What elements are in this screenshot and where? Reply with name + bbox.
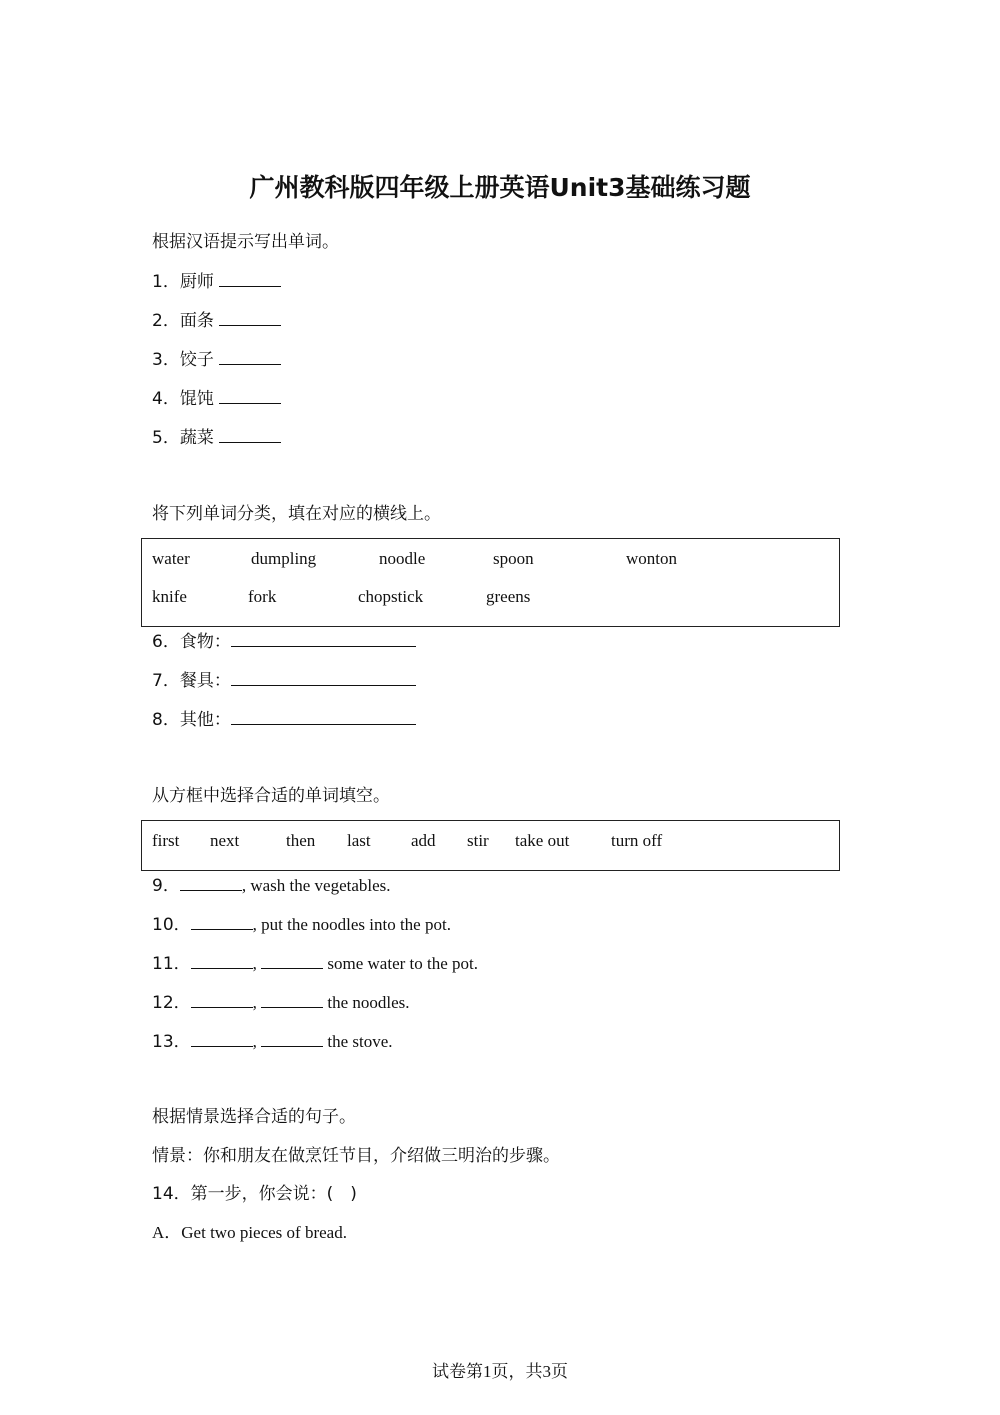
scenario-text: 情景：你和朋友在做烹饪节目，介绍做三明治的步骤。: [152, 1146, 560, 1166]
box-word: first: [152, 831, 180, 850]
box-word: knife: [152, 587, 187, 606]
question-number: 9．: [152, 876, 180, 896]
question-number: 7．: [152, 671, 180, 691]
question-8: [152, 708, 416, 731]
question-number: 8．: [152, 710, 180, 730]
question-2: [152, 309, 281, 332]
section4-instruction: 根据情景选择合适的句子。: [152, 1107, 356, 1127]
box-word: spoon: [493, 549, 534, 568]
box-word: last: [347, 831, 371, 850]
question-text: 馄饨: [179, 389, 214, 409]
answer-blank[interactable]: [231, 708, 416, 725]
question-text: 厨师: [179, 272, 214, 292]
question-11: 11． , some water to the pot.: [152, 954, 478, 974]
question-number: 4．: [152, 389, 180, 409]
answer-blank[interactable]: [180, 874, 242, 891]
question-3: [152, 348, 281, 371]
question-5: [152, 426, 281, 449]
answer-blank[interactable]: [219, 270, 281, 287]
answer-blank[interactable]: [191, 1030, 253, 1047]
box-word: next: [210, 831, 240, 850]
question-7: [152, 669, 416, 692]
question-number: 10．: [152, 915, 191, 935]
box-word: noodle: [379, 549, 426, 568]
box-word: then: [286, 831, 316, 850]
word-box-classify: [141, 538, 840, 627]
box-word: water: [152, 549, 190, 568]
question-text: 其他：: [179, 710, 231, 730]
box-word: take out: [515, 831, 570, 850]
question-number: 5．: [152, 428, 180, 448]
question-9: [152, 874, 391, 897]
answer-blank[interactable]: [191, 952, 253, 969]
page-footer: 试卷第1页，共3页: [432, 1362, 568, 1381]
answer-blank[interactable]: [191, 913, 253, 930]
question-6: [152, 630, 416, 653]
question-text: , wash the vegetables.: [241, 876, 391, 895]
question-number: 14．: [152, 1184, 191, 1204]
box-word: greens: [486, 587, 531, 606]
answer-blank[interactable]: [231, 630, 416, 647]
question-text: 餐具：: [179, 671, 231, 691]
answer-blank[interactable]: [219, 348, 281, 365]
section1-instruction: 根据汉语提示写出单词。: [152, 232, 339, 252]
question-14: [152, 1183, 357, 1205]
answer-blank[interactable]: [219, 309, 281, 326]
page-title: 广州教科版四年级上册英语Unit3基础练习题: [249, 173, 751, 202]
box-word: chopstick: [358, 587, 424, 606]
box-word: add: [411, 831, 436, 850]
question-4: [152, 387, 281, 410]
answer-blank[interactable]: [261, 952, 323, 969]
box-word: fork: [248, 587, 277, 606]
box-word: turn off: [611, 831, 663, 850]
question-text: 食物：: [179, 632, 231, 652]
question-13: 13． , the stove.: [152, 1032, 393, 1052]
question-1: [152, 270, 281, 293]
answer-blank[interactable]: [261, 991, 323, 1008]
question-text: some water to the pot.: [323, 954, 478, 973]
box-word: wonton: [626, 549, 677, 568]
answer-blank[interactable]: [261, 1030, 323, 1047]
question-number: 6．: [152, 632, 180, 652]
question-text: 第一步，你会说：( ): [190, 1184, 357, 1204]
question-text: , put the noodles into the pot.: [252, 915, 451, 934]
answer-blank[interactable]: [231, 669, 416, 686]
question-number: 2．: [152, 311, 180, 331]
question-text: the stove.: [323, 1032, 393, 1051]
question-number: 13．: [152, 1032, 191, 1052]
question-text: 饺子: [179, 350, 214, 370]
question-text: 面条: [179, 311, 214, 331]
option-a[interactable]: A．Get two pieces of bread.: [152, 1223, 347, 1242]
section3-instruction: 从方框中选择合适的单词填空。: [152, 786, 390, 806]
question-number: 11．: [152, 954, 191, 974]
question-12: 12． , the noodles.: [152, 993, 410, 1013]
question-number: 12．: [152, 993, 191, 1013]
question-text: the noodles.: [323, 993, 410, 1012]
box-word: stir: [467, 831, 489, 850]
box-word: dumpling: [251, 549, 317, 568]
question-text: 蔬菜: [179, 428, 214, 448]
answer-blank[interactable]: [219, 387, 281, 404]
question-number: 1．: [152, 272, 180, 292]
section2-instruction: 将下列单词分类，填在对应的横线上。: [152, 504, 441, 524]
word-box-fill: [141, 820, 840, 871]
answer-blank[interactable]: [191, 991, 253, 1008]
answer-blank[interactable]: [219, 426, 281, 443]
question-number: 3．: [152, 350, 180, 370]
question-10: [152, 913, 451, 936]
